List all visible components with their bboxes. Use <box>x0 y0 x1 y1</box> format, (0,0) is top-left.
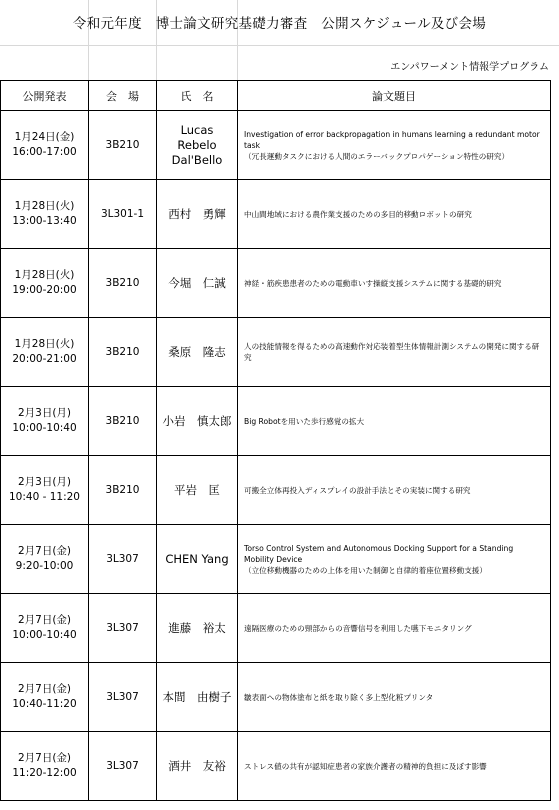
thesis-title: Torso Control System and Autonomous Docking Support for a Standing Mobility Device <box>244 543 514 564</box>
thesis-title: Big Robotを用いた歩行感覚の拡大 <box>244 416 365 426</box>
room-cell: 3L307 <box>89 525 157 594</box>
header-date: 公開発表 <box>1 81 89 111</box>
thesis-cell <box>238 732 551 801</box>
presenter-name: Dal'Bello <box>171 152 223 167</box>
table-row <box>1 249 551 318</box>
gridline <box>0 45 559 46</box>
session-date: 2月7日(金) <box>17 614 72 626</box>
thesis-cell <box>238 318 551 387</box>
session-time: 10:00-10:40 <box>12 629 77 641</box>
name-cell <box>157 249 238 318</box>
table-row <box>1 525 551 594</box>
date-cell <box>1 594 89 663</box>
table-header-row <box>1 81 551 111</box>
date-cell <box>1 249 89 318</box>
header-room: 会 場 <box>89 81 157 111</box>
session-time: 10:40-11:20 <box>12 698 77 710</box>
presenter-name: 平岩 匡 <box>174 482 220 497</box>
table-row <box>1 111 551 180</box>
thesis-cell <box>238 525 551 594</box>
session-time: 19:00-20:00 <box>12 284 77 296</box>
presenter-name: Lucas <box>180 122 214 137</box>
name-cell <box>157 111 238 180</box>
thesis-title: Investigation of error backpropagation in humans learning a redundant motor task <box>244 129 540 150</box>
date-cell <box>1 387 89 456</box>
session-time: 16:00-17:00 <box>12 146 77 158</box>
presenter-name: 今堀 仁誠 <box>168 275 226 290</box>
presenter-name: 小岩 慎太郎 <box>162 413 232 428</box>
presenter-name: 西村 勇輝 <box>168 206 226 221</box>
thesis-cell <box>238 663 551 732</box>
session-date: 2月7日(金) <box>17 683 72 695</box>
presenter-name: 進藤 裕太 <box>168 620 226 635</box>
thesis-cell <box>238 180 551 249</box>
session-date: 1月28日(火) <box>14 200 75 212</box>
session-time: 20:00-21:00 <box>12 353 77 365</box>
thesis-cell <box>238 249 551 318</box>
table-body <box>1 111 551 801</box>
presenter-name: CHEN Yang <box>165 551 229 566</box>
session-date: 2月7日(金) <box>17 752 72 764</box>
session-time: 10:40 - 11:20 <box>9 491 80 503</box>
thesis-cell <box>238 456 551 525</box>
session-time: 9:20-10:00 <box>15 560 74 572</box>
presenter-name: Rebelo <box>177 137 217 152</box>
thesis-title: 皺表面への物体塗布と紙を取り除く多上型化粧プリンタ <box>244 692 434 702</box>
table-row <box>1 732 551 801</box>
date-cell <box>1 663 89 732</box>
presenter-name: 本間 由樹子 <box>162 689 232 704</box>
session-date: 1月28日(火) <box>14 269 75 281</box>
session-date: 2月7日(金) <box>17 545 72 557</box>
thesis-title: ストレス値の共有が認知症患者の家族介護者の精神的負担に及ぼす影響 <box>244 761 487 771</box>
room-cell: 3B210 <box>89 111 157 180</box>
room-cell: 3B210 <box>89 387 157 456</box>
thesis-title: （立位移動機器のための上体を用いた制御と自律的着座位置移動支援） <box>244 565 487 575</box>
date-cell <box>1 180 89 249</box>
header-name: 氏 名 <box>157 81 238 111</box>
thesis-cell <box>238 594 551 663</box>
date-cell <box>1 111 89 180</box>
name-cell <box>157 594 238 663</box>
room-cell: 3L307 <box>89 594 157 663</box>
schedule-table <box>0 80 551 801</box>
thesis-cell <box>238 387 551 456</box>
thesis-title: 神経・筋疾患患者のための電動車いす操縦支援システムに関する基礎的研究 <box>244 278 502 288</box>
date-cell <box>1 732 89 801</box>
program-name: エンパワーメント情報学プログラム <box>390 62 549 73</box>
name-cell <box>157 180 238 249</box>
table-row <box>1 663 551 732</box>
room-cell: 3B210 <box>89 318 157 387</box>
table-row <box>1 594 551 663</box>
presenter-name: 桑原 隆志 <box>168 344 226 359</box>
table-row <box>1 456 551 525</box>
room-cell: 3L307 <box>89 663 157 732</box>
room-cell: 3B210 <box>89 249 157 318</box>
date-cell <box>1 318 89 387</box>
header-thesis: 論文題目 <box>238 81 551 111</box>
name-cell <box>157 387 238 456</box>
date-cell <box>1 456 89 525</box>
table-row <box>1 180 551 249</box>
thesis-cell <box>238 111 551 180</box>
session-date: 1月24日(金) <box>14 131 75 143</box>
thesis-title: 人の技能情報を得るための高速動作対応装着型生体情報計測システムの開発に関する研究 <box>244 342 540 362</box>
table-row <box>1 318 551 387</box>
name-cell <box>157 663 238 732</box>
table-row <box>1 387 551 456</box>
thesis-title: 中山間地域における農作業支援のための多目的移動ロボットの研究 <box>244 209 472 219</box>
name-cell <box>157 456 238 525</box>
session-time: 13:00-13:40 <box>12 215 77 227</box>
thesis-title: 遠隔医療のための頸部からの音響信号を利用した嚥下モニタリング <box>244 623 472 633</box>
session-time: 10:00-10:40 <box>12 422 77 434</box>
name-cell <box>157 732 238 801</box>
room-cell: 3L301-1 <box>89 180 157 249</box>
page-title: 令和元年度 博士論文研究基礎力審査 公開スケジュール及び会場 <box>72 16 487 32</box>
session-time: 11:20-12:00 <box>12 767 77 779</box>
room-cell: 3B210 <box>89 456 157 525</box>
date-cell <box>1 525 89 594</box>
presenter-name: 酒井 友裕 <box>168 758 226 773</box>
thesis-title: 可搬全立体再投入ディスプレイの設計手法とその実装に関する研究 <box>244 485 471 495</box>
session-date: 2月3日(月) <box>17 407 72 419</box>
name-cell <box>157 525 238 594</box>
name-cell <box>157 318 238 387</box>
session-date: 1月28日(火) <box>14 338 75 350</box>
thesis-title: （冗長運動タスクにおける人間のエラーバックプロパゲーション特性の研究） <box>244 151 510 161</box>
room-cell: 3L307 <box>89 732 157 801</box>
session-date: 2月3日(月) <box>17 476 72 488</box>
